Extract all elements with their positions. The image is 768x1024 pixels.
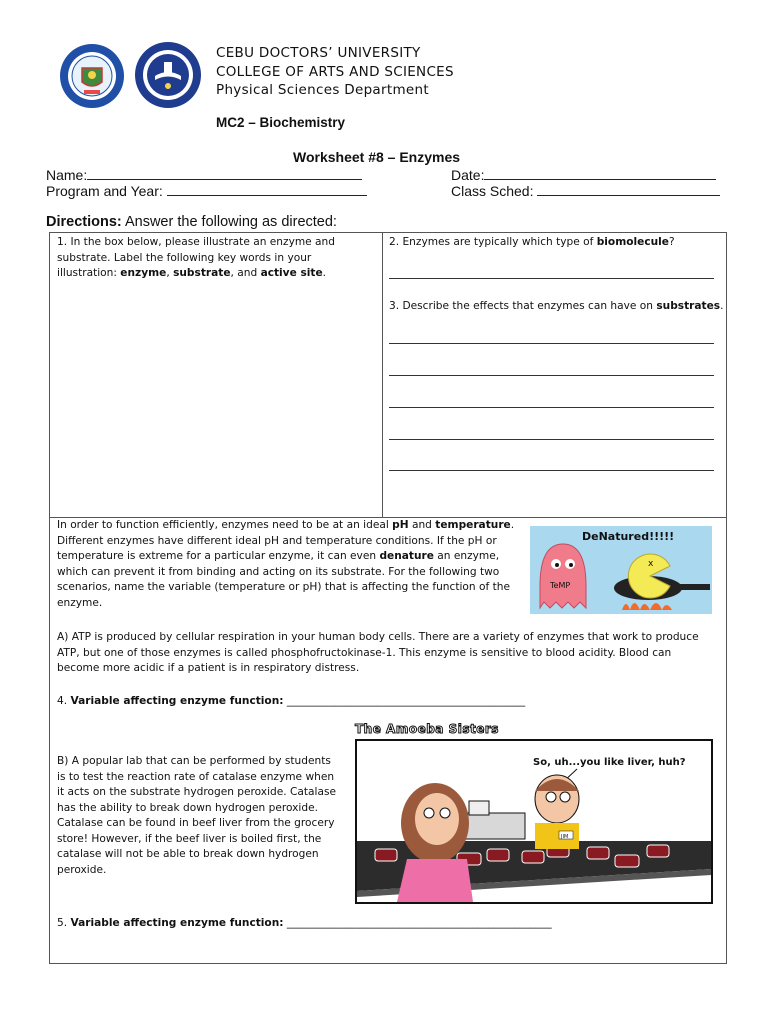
q3-answer-line-4[interactable] [389,439,714,440]
scenario-a-line2: ATP, but one of those enzymes is called phosphofructokinase-1. This enzyme is sensitive to blood acidity. Blood can [57,646,672,659]
comic-title: The Amoeba Sisters [355,722,499,736]
svg-text:x: x [648,559,654,569]
q1-end: . [322,267,327,279]
q3-answer-line-5[interactable] [389,470,714,471]
q2-text: 2. Enzymes are typically which type of [389,236,597,248]
date-label: Date: [451,167,485,183]
q3-answer-line-1[interactable] [389,343,714,344]
q3-keyword: substrates [656,300,721,312]
directions [46,214,337,230]
intro-line3 [57,549,527,565]
intro-line4: which can prevent it from binding and acting on its substrate. For the following two [57,565,500,578]
scenario-b [57,754,347,878]
sched-label: Class Sched: [451,183,534,199]
scenario-a [57,630,699,677]
q3-answer-line-2[interactable] [389,375,714,376]
intro-l1a: In order to function efficiently, enzymes need to be at an ideal [57,519,393,531]
keyword-enzyme: enzyme [120,267,167,279]
q1-prompt [57,235,377,282]
scenario-b-line2: is to test the reaction rate of catalase enzyme when [57,770,335,783]
name-label: Name: [46,167,88,183]
scenario-a-line3: become more acidic if a patient is in respiratory distress. [57,662,360,674]
keyword-denature: denature [379,550,434,562]
q3-prompt [389,299,723,315]
scenario-b-line4: has the ability to break down hydrogen peroxide. [57,801,318,814]
intro-line1 [57,518,527,534]
scenario-b-line3: it acts on the substrate hydrogen peroxide. Catalase [57,786,337,798]
q5-num: 5. [57,917,71,929]
q3-end: . [720,300,724,312]
q3-answer-line-3[interactable] [389,407,714,408]
q4-answer-line[interactable]: _____________________________________________ [283,695,526,707]
department-name: Physical Sciences Department [216,82,429,98]
q2-end: ? [668,236,675,248]
keyword-substrate: substrate [173,267,231,279]
amoeba-sisters-comic [355,739,713,904]
course-title: MC2 – Biochemistry [216,115,346,130]
intro-l1c: and [408,519,436,531]
comic-badge: JIM [561,834,569,840]
university-name: CEBU DOCTORS’ UNIVERSITY [216,45,421,61]
q2-keyword: biomolecule [596,236,669,248]
worksheet-title: Worksheet #8 – Enzymes [293,149,461,165]
q3-text: 3. Describe the effects that enzymes can have on [389,300,657,312]
date-field[interactable] [451,167,716,183]
q5-prompt[interactable] [57,916,552,932]
denatured-title: DeNatured!!!!! [582,530,675,543]
scenario-b-line7: catalase will not be able to break down hydrogen [57,848,319,860]
keyword-temperature: temperature [435,519,511,531]
q1-line3 [57,266,377,282]
q1-sep2: , and [230,267,261,279]
class-sched-field[interactable] [451,183,720,199]
college-seal-logo [133,40,197,104]
q1-line1: 1. In the box below, please illustrate an enzyme and [57,236,335,248]
intro-l3: temperature is extreme for a particular enzyme, it can even [57,550,380,562]
scenario-b-line1: B) A popular lab that can be performed by students [57,755,331,767]
program-label: Program and Year: [46,183,163,199]
q5-answer-line[interactable]: __________________________________________________ [283,917,552,929]
intro-l1e: . [510,519,515,531]
comic-speech: So, uh...you like liver, huh? [533,757,686,768]
scenario-b-line5: Catalase can be found in beef liver from the grocery [57,817,335,829]
q4-num: 4. [57,695,71,707]
q1-sep1: , [166,267,174,279]
keyword-ph: pH [392,519,409,531]
ghost-label: TeMP [550,581,571,590]
q5-label: Variable affecting enzyme function: [70,917,284,929]
scenario-a-line1: A) ATP is produced by cellular respiration in your human body cells. There are a variety of enzymes that work to produce [57,631,699,643]
college-name: COLLEGE OF ARTS AND SCIENCES [216,64,454,80]
scenario-b-line8: peroxide. [57,863,107,876]
intro-line5: scenarios, name the variable (temperature or pH) that is affecting the function of the [57,581,510,593]
intro-line6: enzyme. [57,596,103,609]
q1-line3-text: illustration: [57,267,121,279]
intro-l3e: an enzyme, [433,550,500,562]
intro-paragraph [57,518,527,611]
program-year-field[interactable] [46,183,367,199]
denatured-illustration [530,526,712,614]
q2-answer-line[interactable] [389,278,714,279]
q1-line2: substrate. Label the following key words in your [57,251,312,264]
scenario-b-line6: store! However, if the beef liver is boiled first, the [57,832,322,845]
q4-prompt[interactable] [57,694,525,710]
q2-prompt [389,235,675,251]
directions-text: Answer the following as directed: [121,214,337,230]
university-seal-logo [58,42,122,106]
directions-label: Directions: [46,214,122,230]
intro-line2: Different enzymes have different ideal pH and temperature conditions. If the pH or [57,534,497,547]
name-field[interactable] [46,167,362,183]
q4-label: Variable affecting enzyme function: [70,695,284,707]
keyword-active-site: active site [260,267,323,279]
